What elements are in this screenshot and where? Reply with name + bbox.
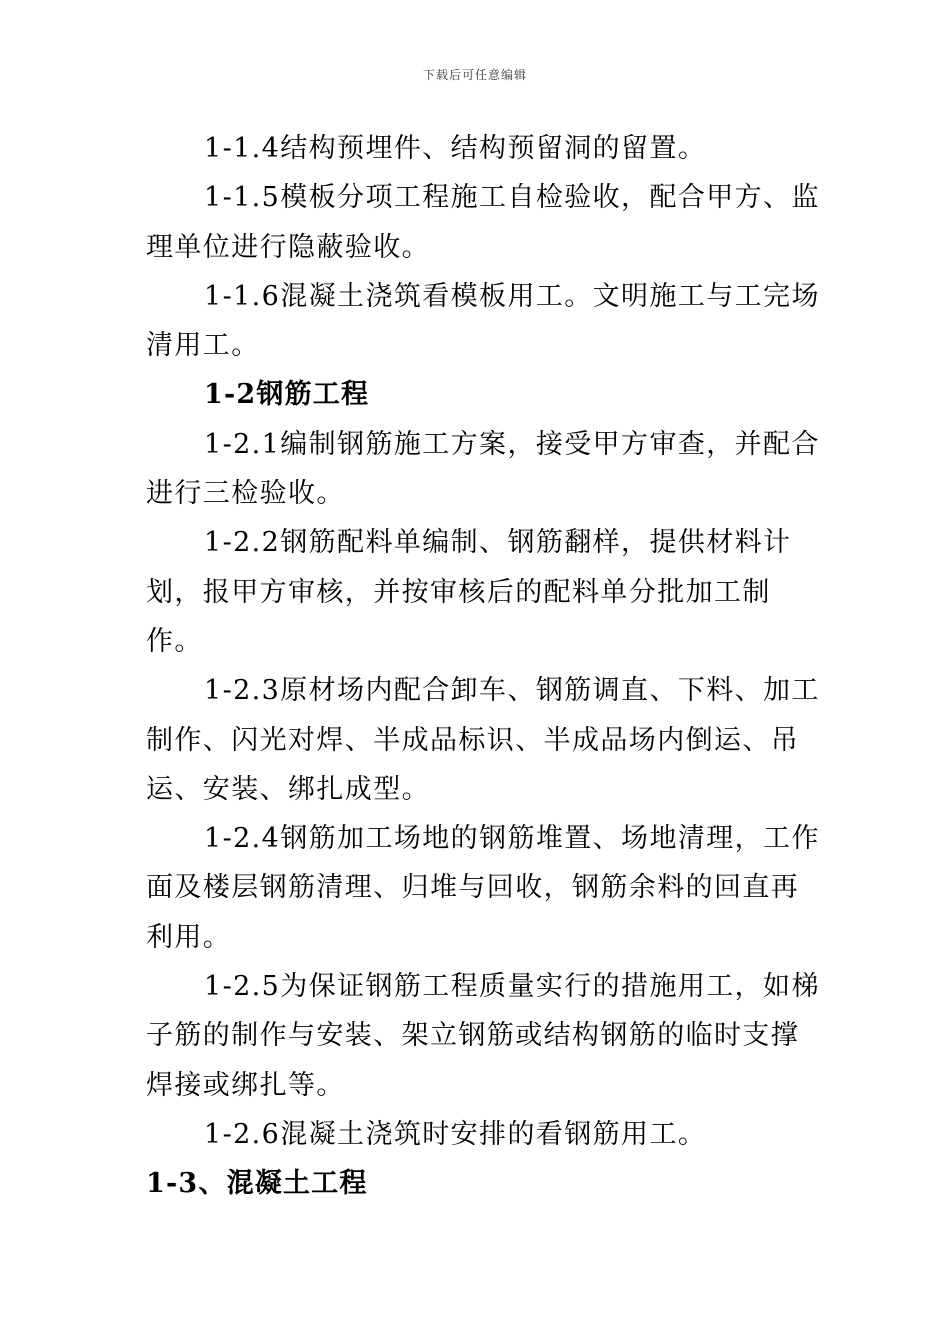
header-note: 下载后可任意编辑 [422,68,527,82]
document-body [146,124,826,1209]
paragraph-1-1-4: 1-1.4结构预埋件、结构预留洞的留置。 [204,133,707,164]
paragraph-1-2-4: 1-2.4钢筋加工场地的钢筋堆置、场地清理，工作面及楼层钢筋清理、归堆与回收，钢筋余料的回直再利用。 [146,823,820,953]
paragraph-1-2-1: 1-2.1编制钢筋施工方案，接受甲方审查，并配合进行三检验收。 [146,428,820,510]
paragraph-1-1-5: 1-1.5模板分项工程施工自检验收，配合甲方、监理单位进行隐蔽验收。 [146,182,820,263]
paragraph-1-2-6: 1-2.6混凝土浇筑时安排的看钢筋用工。 [204,1118,707,1150]
paragraph-1-2-3: 1-2.3原材场内配合卸车、钢筋调直、下料、加工制作、闪光对焊、半成品标识、半成品场内倒运、吊运、安装、绑扎成型。 [146,675,820,805]
section-heading-1-2: 1-2钢筋工程 [204,379,370,411]
paragraph-1-1-6: 1-1.6混凝土浇筑看模板用工。文明施工与工完场清用工。 [146,280,820,362]
paragraph-1-2-5: 1-2.5为保证钢筋工程质量实行的措施用工，如梯子筋的制作与安装、架立钢筋或结构钢筋的临时支撑焊接或绑扎等。 [146,971,820,1101]
section-heading-1-3: 1-3、混凝土工程 [146,1168,368,1200]
paragraph-1-2-2: 1-2.2钢筋配料单编制、钢筋翻样，提供材料计划，报甲方审核，并按审核后的配料单分批加工制作。 [146,527,792,657]
